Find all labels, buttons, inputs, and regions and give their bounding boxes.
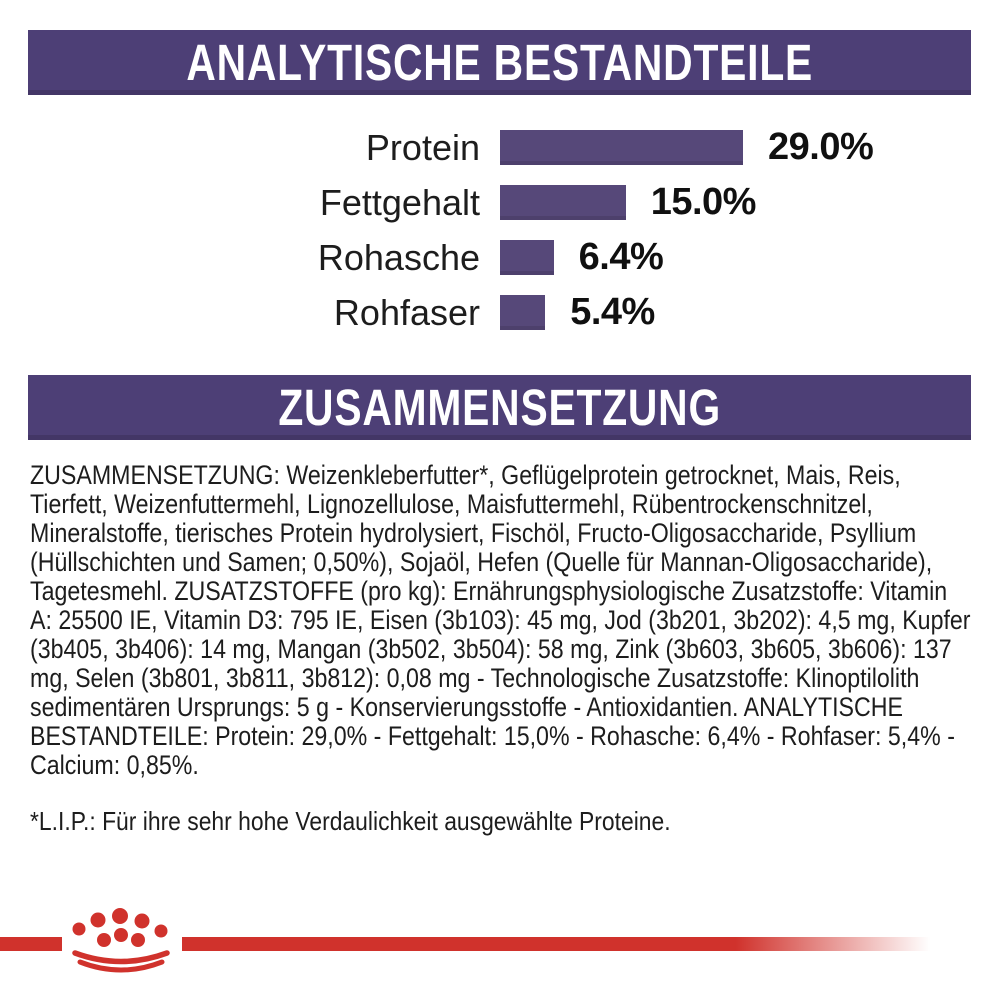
chart-bar xyxy=(500,130,743,165)
chart-category-label: Fettgehalt xyxy=(319,182,480,223)
composition-section-banner xyxy=(28,375,971,440)
composition-paragraph xyxy=(30,461,993,780)
chart-value-label: 5.4% xyxy=(570,291,655,333)
chart-category-label: Protein xyxy=(365,127,480,168)
composition-line: Mineralstoffe, tierisches Protein hydrolysiert, Fischöl, Fructo-Oligosaccharide, Psyllium xyxy=(30,518,917,548)
composition-line: (3b405, 3b406): 14 mg, Mangan (3b502, 3b504): 58 mg, Zink (3b603, 3b605, 3b606): 137 xyxy=(30,634,952,664)
composition-line: Calcium: 0,85%. xyxy=(30,750,199,780)
chart-bar xyxy=(500,185,626,220)
analytical-section-banner xyxy=(28,30,971,95)
chart-category-label: Rohfaser xyxy=(333,292,480,333)
chart-row xyxy=(0,236,1000,278)
composition-line: Tierfett, Weizenfuttermehl, Lignozellulose, Maisfuttermehl, Rübentrockenschnitzel, xyxy=(30,489,873,519)
chart-value-label: 6.4% xyxy=(578,236,664,278)
composition-line: (Hüllschichten und Samen; 0,50%), Sojaöl, Hefen (Quelle für Mannan-Oligosaccharide), xyxy=(30,547,933,577)
royal-canin-crown-icon xyxy=(60,904,182,982)
composition-line: ZUSAMMENSETZUNG: Weizenkleberfutter*, Geflügelprotein getrocknet, Mais, Reis, xyxy=(30,460,901,490)
composition-line: BESTANDTEILE: Protein: 29,0% - Fettgehalt: 15,0% - Rohasche: 6,4% - Rohfaser: 5,4% - xyxy=(30,721,955,751)
chart-row xyxy=(0,181,1000,223)
analytical-chart xyxy=(0,126,1000,350)
footer-rule-right xyxy=(182,937,930,951)
chart-row xyxy=(0,126,1000,168)
chart-bar xyxy=(500,240,554,275)
chart-category-label: Rohasche xyxy=(317,237,480,278)
chart-row xyxy=(0,291,1000,333)
chart-value-label: 29.0% xyxy=(768,126,874,168)
composition-line: sedimentären Ursprungs: 5 g - Konservierungsstoffe - Antioxidantien. ANALYTISCHE xyxy=(30,692,903,722)
composition-line: A: 25500 IE, Vitamin D3: 795 IE, Eisen (3b103): 45 mg, Jod (3b201, 3b202): 4,5 mg, Kupfer xyxy=(30,605,971,635)
composition-line: mg, Selen (3b801, 3b811, 3b812): 0,08 mg - Technologische Zusatzstoffe: Klinoptilolith xyxy=(30,663,920,693)
footer-rule-left xyxy=(0,937,62,951)
composition-section-title: ZUSAMMENSETZUNG xyxy=(278,379,721,436)
lip-footnote: *L.I.P.: Für ihre sehr hohe Verdaulichkeit ausgewählte Proteine. xyxy=(30,806,671,836)
chart-bar xyxy=(500,295,545,330)
composition-line: Tagetesmehl. ZUSATZSTOFFE (pro kg): Ernährungsphysiologische Zusatzstoffe: Vitamin xyxy=(30,576,948,606)
chart-value-label: 15.0% xyxy=(650,181,756,223)
analytical-section-title: ANALYTISCHE BESTANDTEILE xyxy=(186,34,813,91)
